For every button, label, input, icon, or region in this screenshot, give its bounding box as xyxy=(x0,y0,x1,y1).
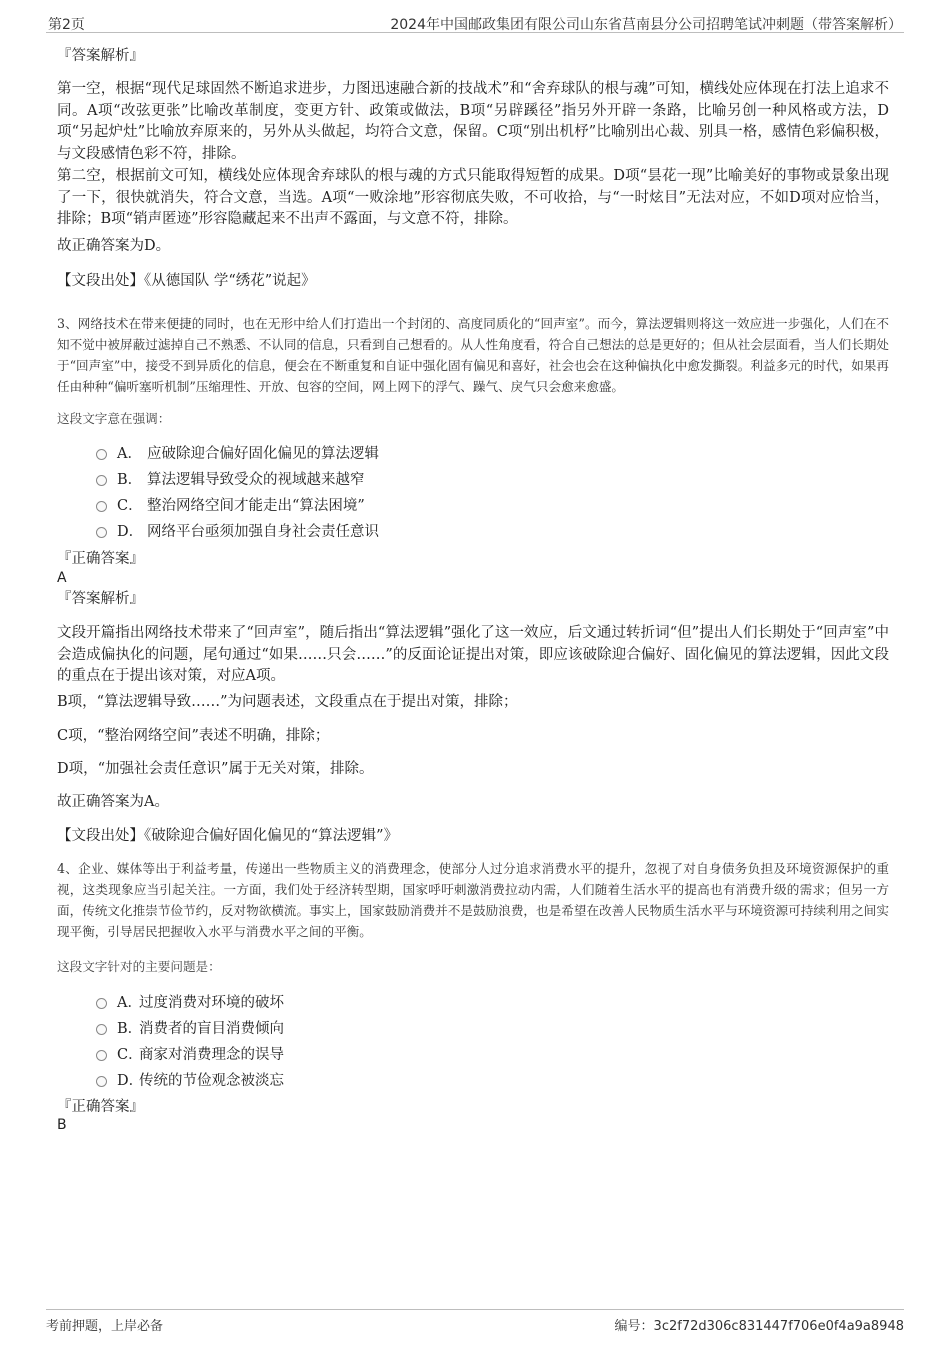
option-letter: D． xyxy=(117,523,144,540)
analysis-paragraph-2: 第二空，根据前文可知，横线处应体现舍弃球队的根与魂的方式只能取得短暂的成果。D项“昙花一现”比喻美好的事物或景象出现了一下，很快就消失，符合文意，当选。A项“一败涂地”形容彻底失败，不可收拾，与“一时炫目”无法对应，不如D项对应恰当，排除；B项“销声匿迹”形容隐藏起来不出声不露面，与文意不符，排除。 xyxy=(57,168,889,227)
analysis-paragraph-2: B项，“算法逻辑导致……”为问题表述，文段重点在于提出对策，排除； xyxy=(57,694,518,710)
radio-button-icon[interactable] xyxy=(96,1076,107,1087)
option-text: 整治网络空间才能走出“算法困境” xyxy=(147,497,365,514)
option-text: 消费者的盲目消费倾向 xyxy=(139,1020,284,1037)
passage-source: 【文段出处】《从德国队 学“绣花”说起》 xyxy=(57,273,316,289)
page-footer xyxy=(46,1309,904,1336)
option-d[interactable] xyxy=(96,1066,796,1092)
analysis-paragraph-1: 第一空，根据“现代足球固然不断追求进步，力图迅速融合新的技战术”和“舍弃球队的根与魂”可知，横线处应体现在打法上追求不同。A项“改弦更张”比喻改革制度，变更方针、政策或做法，B项“另辟蹊径”指另外开辟一条路，比喻另创一种风格或方法，D项“另起炉灶”比喻放弃原来的，另外从头做起，均符合文意，保留。C项“别出机杼”比喻别出心裁、别具一格，感情色彩偏积极，与文段感情色彩不符，排除。 xyxy=(57,81,889,162)
analysis-label: 『答案解析』 xyxy=(57,591,144,607)
option-letter: B． xyxy=(117,1020,143,1037)
option-letter: B． xyxy=(117,471,143,488)
option-a[interactable] xyxy=(96,439,796,465)
correct-answer-label: 『正确答案』 xyxy=(57,551,144,567)
option-a[interactable] xyxy=(96,988,796,1014)
option-letter: C． xyxy=(117,1046,143,1063)
question-4-options xyxy=(96,988,796,1092)
radio-button-icon[interactable] xyxy=(96,475,107,486)
radio-button-icon[interactable] xyxy=(96,1050,107,1061)
option-text: 商家对消费理念的误导 xyxy=(139,1046,284,1063)
option-c[interactable] xyxy=(96,491,796,517)
question-4-prompt: 这段文字针对的主要问题是： xyxy=(57,959,221,974)
option-letter: A． xyxy=(117,994,142,1011)
option-letter: C． xyxy=(117,497,143,514)
correct-answer-label: 『正确答案』 xyxy=(57,1099,144,1115)
analysis-paragraph-4: D项，“加强社会责任意识”属于无关对策，排除。 xyxy=(57,761,374,777)
option-text: 网络平台亟须加强自身社会责任意识 xyxy=(147,523,379,540)
question-3-stem: 3、网络技术在带来便捷的同时，也在无形中给人们打造出一个封闭的、高度同质化的“回声室”。而今，算法逻辑则将这一效应进一步强化，人们在不知不觉中被屏蔽过滤掉自己不熟悉、不认同的信息，只看到自己想看的。从人性角度看，符合自己想法的总是更好的；但从社会层面看，当人们长期处于“回声室”中，接受不到异质化的信息，便会在不断重复和自证中强化固有偏见和喜好，社会也会在这种偏执化中愈发撕裂。利益多元的时代，如果再任由种种“偏听塞听机制”压缩理性、开放、包容的空间，网上网下的浮气、躁气、戾气只会愈来愈盛。 xyxy=(57,316,889,394)
answer-conclusion: 故正确答案为D。 xyxy=(57,238,171,254)
option-d[interactable] xyxy=(96,517,796,543)
option-c[interactable] xyxy=(96,1040,796,1066)
option-b[interactable] xyxy=(96,1014,796,1040)
passage-source: 【文段出处】《破除迎合偏好固化偏见的“算法逻辑”》 xyxy=(57,828,399,844)
footer-slogan: 考前押题，上岸必备 xyxy=(46,1319,164,1334)
correct-answer-value: A xyxy=(57,570,67,586)
option-b[interactable] xyxy=(96,465,796,491)
option-letter: A． xyxy=(117,445,142,462)
radio-button-icon[interactable] xyxy=(96,527,107,538)
correct-answer-value: B xyxy=(57,1117,67,1133)
option-text: 过度消费对环境的破坏 xyxy=(139,994,284,1011)
radio-button-icon[interactable] xyxy=(96,501,107,512)
radio-button-icon[interactable] xyxy=(96,449,107,460)
answer-conclusion: 故正确答案为A。 xyxy=(57,794,169,810)
option-text: 应破除迎合偏好固化偏见的算法逻辑 xyxy=(147,445,379,462)
question-4-stem: 4、企业、媒体等出于利益考量，传递出一些物质主义的消费理念，使部分人过分追求消费水平的提升，忽视了对自身债务负担及环境资源保护的重视，这类现象应当引起关注。一方面，我们处于经济转型期，国家呼吁刺激消费拉动内需，人们随着生活水平的提高也有消费升级的需求；但另一方面，传统文化推崇节俭节约，反对物欲横流。事实上，国家鼓励消费并不是鼓励浪费，也是希望在改善人民物质生活水平与环境资源可持续利用之间实现平衡，引导居民把握收入水平与消费水平之间的平衡。 xyxy=(57,861,889,939)
document-title: 2024年中国邮政集团有限公司山东省莒南县分公司招聘笔试冲刺题（带答案解析） xyxy=(390,17,902,33)
question-3-options xyxy=(96,439,796,543)
option-text: 传统的节俭观念被淡忘 xyxy=(139,1072,284,1089)
analysis-paragraph-3: C项，“整治网络空间”表述不明确，排除； xyxy=(57,728,330,744)
page-number: 第2页 xyxy=(48,17,85,33)
option-text: 算法逻辑导致受众的视域越来越窄 xyxy=(147,471,365,488)
question-3-prompt: 这段文字意在强调： xyxy=(57,411,171,426)
analysis-paragraph-1: 文段开篇指出网络技术带来了“回声室”，随后指出“算法逻辑”强化了这一效应，后文通过转折词“但”提出人们长期处于“回声室”中会造成偏执化的问题，尾句通过“如果……只会……”的反面论证提出对策，即应该破除迎合偏好、固化偏见的算法逻辑，因此文段的重点在于提出该对策，对应A项。 xyxy=(57,625,889,684)
radio-button-icon[interactable] xyxy=(96,1024,107,1035)
analysis-label: 『答案解析』 xyxy=(57,48,144,64)
page-header xyxy=(46,10,904,33)
radio-button-icon[interactable] xyxy=(96,998,107,1009)
option-letter: D． xyxy=(117,1072,144,1089)
document-id: 编号：3c2f72d306c831447f706e0f4a9a8948 xyxy=(614,1319,904,1334)
